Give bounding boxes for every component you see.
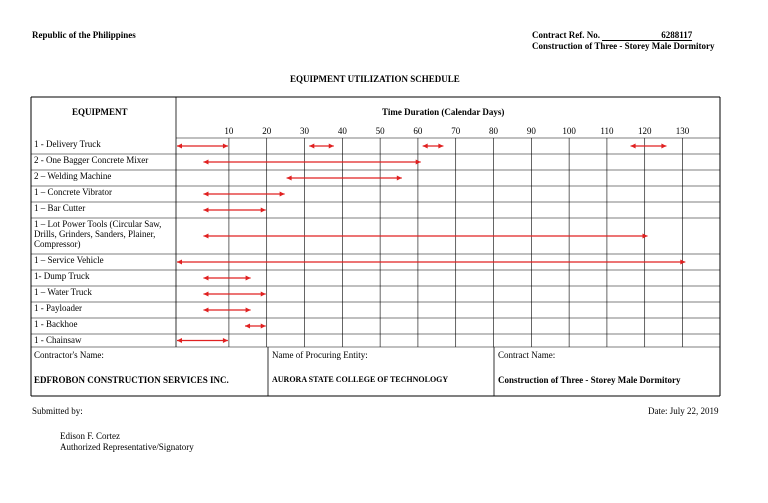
equipment-row-label <box>34 287 92 297</box>
equipment-row-label <box>34 303 82 313</box>
usage-bar <box>203 308 250 313</box>
day-tick-label: 70 <box>451 126 461 136</box>
gantt-bars <box>177 144 685 344</box>
usage-bar <box>287 176 402 181</box>
contract-ref-label: Contract Ref. No. <box>532 30 600 40</box>
usage-bar <box>245 324 266 329</box>
day-tick-label: 50 <box>375 126 385 136</box>
equipment-label-line: 1- Dump Truck <box>34 271 90 281</box>
republic-label: Republic of the Philippines <box>32 30 136 40</box>
day-tick-label: 60 <box>413 126 423 136</box>
equipment-row-label <box>34 155 148 165</box>
day-tick-label: 120 <box>637 126 652 136</box>
equipment-label-line: 1 - Payloader <box>34 303 82 313</box>
usage-bar <box>203 276 250 281</box>
usage-bar <box>177 338 228 343</box>
submitted-by-label: Submitted by: <box>32 406 83 416</box>
day-tick-label: 20 <box>262 126 272 136</box>
equipment-label-line: 2 - One Bagger Concrete Mixer <box>34 155 149 165</box>
time-duration-header: Time Duration (Calendar Days) <box>382 107 505 117</box>
equipment-label-line: 1 – Lot Power Tools (Circular Saw, <box>34 219 162 229</box>
equipment-label-line: 1 - Chainsaw <box>34 335 82 345</box>
project-name: Construction of Three - Storey Male Dormitory <box>532 41 715 51</box>
contract-name-label: Contract Name: <box>498 350 556 360</box>
day-tick-label: 30 <box>300 126 310 136</box>
contractor-value: EDFROBON CONSTRUCTION SERVICES INC. <box>34 375 229 385</box>
equipment-label-line: Compressor) <box>34 239 81 249</box>
page-title: EQUIPMENT UTILIZATION SCHEDULE <box>290 74 460 84</box>
usage-bar <box>309 144 333 149</box>
usage-bar <box>177 144 228 149</box>
equipment-row-label <box>34 335 82 345</box>
day-tick-label: 110 <box>600 126 614 136</box>
usage-bar <box>177 260 685 265</box>
equipment-label-line: Drills, Grinders, Sanders, Plainer, <box>34 229 156 239</box>
procuring-entity-value: AURORA STATE COLLEGE OF TECHNOLOGY <box>272 375 449 384</box>
contract-ref-value: 6288117 <box>602 30 692 41</box>
equipment-row-label <box>34 139 101 149</box>
day-tick-label: 40 <box>337 126 347 136</box>
usage-bar <box>203 208 265 213</box>
usage-bar <box>203 160 420 165</box>
day-tick-label: 130 <box>675 126 690 136</box>
day-tick-label: 100 <box>562 126 576 136</box>
equipment-label-line: 1 - Backhoe <box>34 319 78 329</box>
equipment-label-line: 1 – Water Truck <box>34 287 92 297</box>
procuring-entity-label: Name of Procuring Entity: <box>272 350 368 360</box>
contractor-label: Contractor's Name: <box>34 350 104 360</box>
usage-bar <box>203 234 647 239</box>
equipment-label-line: 1 – Bar Cutter <box>34 203 86 213</box>
signatory-name: Edison F. Cortez <box>60 431 121 441</box>
equipment-row-label <box>34 219 161 249</box>
day-tick-label: 10 <box>224 126 234 136</box>
equipment-row-label <box>34 319 77 329</box>
usage-bar <box>423 144 444 149</box>
usage-bar <box>203 292 265 297</box>
equipment-row-label <box>34 171 111 181</box>
day-tick-label: 80 <box>489 126 499 136</box>
equipment-row-label <box>34 203 85 213</box>
equipment-row-label <box>34 255 104 265</box>
usage-bar <box>203 192 284 197</box>
equipment-label-line: 2 – Welding Machine <box>34 171 112 181</box>
equipment-row-label <box>34 271 90 281</box>
usage-bar <box>631 144 667 149</box>
signatory-title: Authorized Representative/Signatory <box>60 442 194 452</box>
equipment-row-label <box>34 187 112 197</box>
equipment-header: EQUIPMENT <box>72 107 128 117</box>
date-label: Date: July 22, 2019 <box>648 406 719 416</box>
equipment-label-line: 1 – Concrete Vibrator <box>34 187 113 197</box>
equipment-label-line: 1 – Service Vehicle <box>34 255 104 265</box>
equipment-label-line: 1 - Delivery Truck <box>34 139 101 149</box>
day-tick-label: 90 <box>526 126 536 136</box>
contract-name-value: Construction of Three - Storey Male Dormitory <box>498 375 681 385</box>
